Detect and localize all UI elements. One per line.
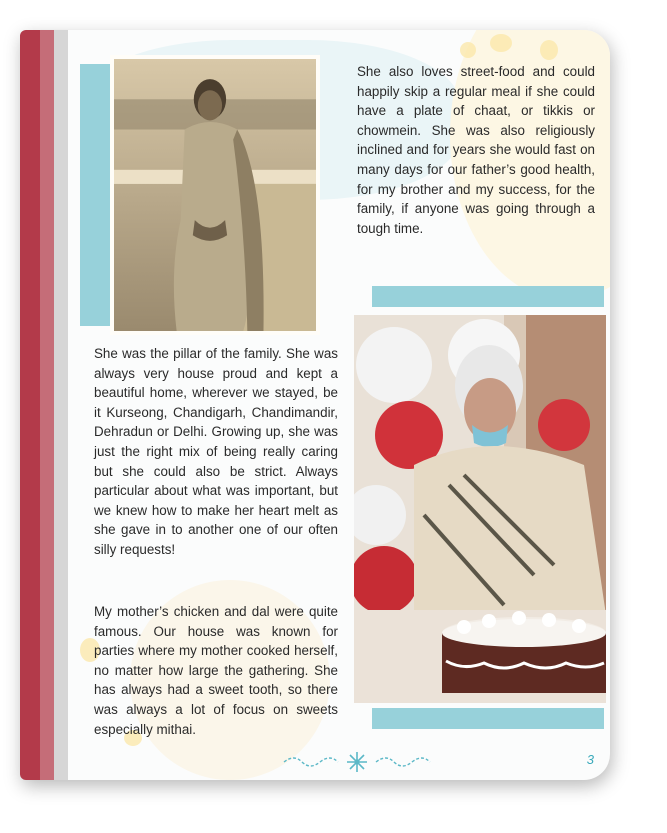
book-spine-dark [20,30,40,780]
teal-accent-left [80,64,114,326]
teal-accent-top-right [372,286,604,307]
book-spine-mid [40,30,54,780]
vintage-portrait-photo [110,55,320,335]
book-spine-light [54,30,68,780]
teal-accent-bottom-right [372,708,604,729]
paragraph-cooking: My mother’s chicken and dal were quite famous. Our house was known for parties where my mother cooked herself, no matter how large the gathering. She has always had a sweet tooth, so there was always a lot of focus on sweets especially mithai. [94,604,338,737]
paragraph-pillar-of-family: She was the pillar of the family. She was always very house proud and kept a beautiful home, wherever we stayed, be it Kurseong, Chandigarh, Chandimandir, Dehradun or Delhi. Growing up, she was just the right mix of being really caring but she could also be strict. Always particular about what was important, but we knew how to make her heart melt as she gave in to another one of our often silly requests! [94,346,338,557]
paragraph-street-food: She also loves street-food and could happily skip a regular meal if she could have a plate of chaat, or tikkis or chowmein. She was also religiously inclined and for years she would fast on many days for our father’s good health, for my brother and my success, for the family, if anyone was going through a tough time. [357,64,595,236]
bg-dot [490,34,512,52]
book-page [20,30,610,780]
birthday-photo [354,315,606,703]
bg-dot [540,40,558,60]
decorative-flourish-icon [282,750,432,774]
bg-dot [460,42,476,58]
page-number: 3 [586,752,594,767]
